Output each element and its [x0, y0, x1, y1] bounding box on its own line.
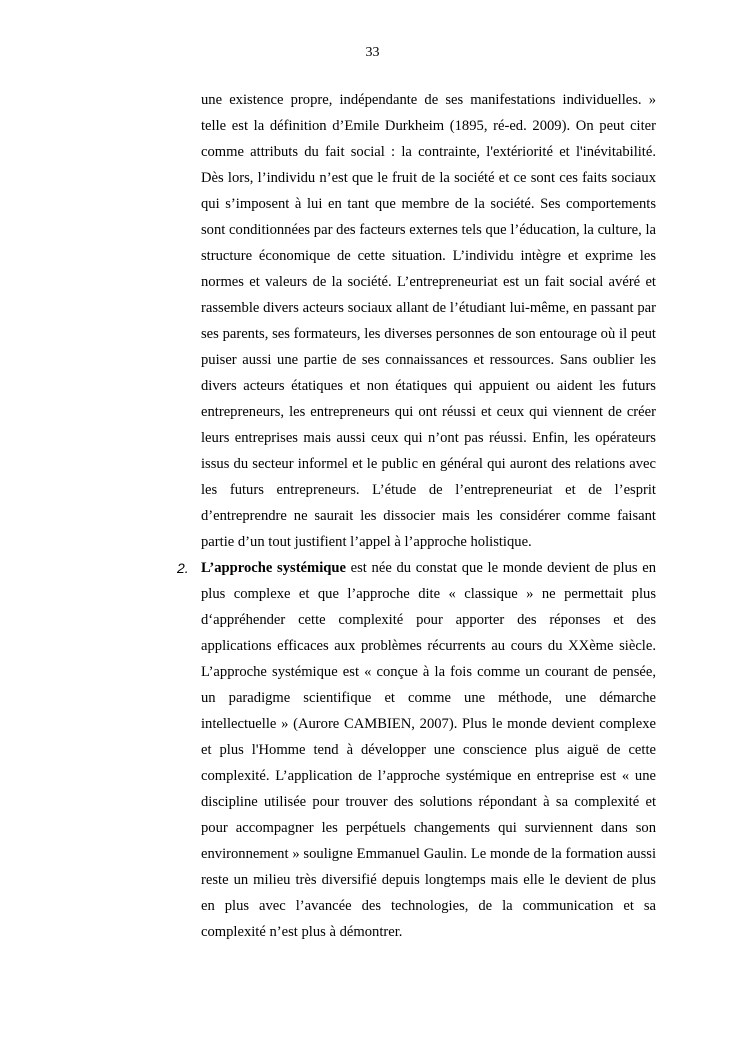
list-item-term: L’approche systémique — [201, 560, 346, 576]
list-item-text: est née du constat que le monde devient de plus en plus complexe et que l’approche dite « classique » ne permettait plus d‘appréhender cette complexité pour apporter des réponses et des applications efficaces aux problèmes récurrents au cours du XXème siècle. L’approche systémique est « conçue à la fois comme un courant de pensée, un paradigme scientifique et comme une méthode, une démarche intellectuelle » (Aurore CAMBIEN, 2007). Plus le monde devient complexe et plus l'Homme tend à développer une conscience plus aiguë de cette complexité. L’application de l’approche systémique en entreprise est « une discipline utilisée pour trouver des solutions répondant à sa complexité et pour accompagner les perpétuels changements qui surviennent dans son environnement » souligne Emmanuel Gaulin. Le monde de la formation aussi reste un milieu très diversifié depuis longtemps mais elle le devient de plus en plus avec l’avancée des technologies, de la communication et sa complexité n’est plus à démontrer. — [201, 560, 656, 940]
list-item — [177, 555, 656, 945]
list-marker: 2. — [177, 560, 189, 576]
page-number: 33 — [365, 45, 380, 60]
paragraph-continued: une existence propre, indépendante de ses manifestations individuelles. » telle est la définition d’Emile Durkheim (1895, ré-ed. 2009). On peut citer comme attributs du fait social : la contrainte, l'extériorité et l'inévitabilité. Dès lors, l’individu n’est que le fruit de la société et ce sont ces faits sociaux qui s’imposent à lui en tant que membre de la société. Ses comportements sont conditionnées par des facteurs externes tels que l’éducation, la culture, la structure économique de cette situation. L’individu intègre et exprime les normes et valeurs de la société. L’entrepreneuriat est un fait social avéré et rassemble divers acteurs sociaux allant de l’étudiant lui-même, en passant par ses parents, ses formateurs, les diverses personnes de son entourage où il peut puiser aussi une partie de ses connaissances et ressources. Sans oublier les divers acteurs étatiques et non étatiques qui appuient ou aident les futurs entrepreneurs, les entrepreneurs qui ont réussi et ceux qui viennent de créer leurs entreprises mais aussi ceux qui n’ont pas réussi. Enfin, les opérateurs issus du secteur informel et le public en général qui auront des relations avec les futurs entrepreneurs. L’étude de l’entrepreneuriat et de l’esprit d’entreprendre ne saurait les dissocier mais les considérer comme faisant partie d’un tout justifient l’appel à l’approche holistique. — [201, 92, 656, 550]
body-text — [177, 87, 656, 945]
